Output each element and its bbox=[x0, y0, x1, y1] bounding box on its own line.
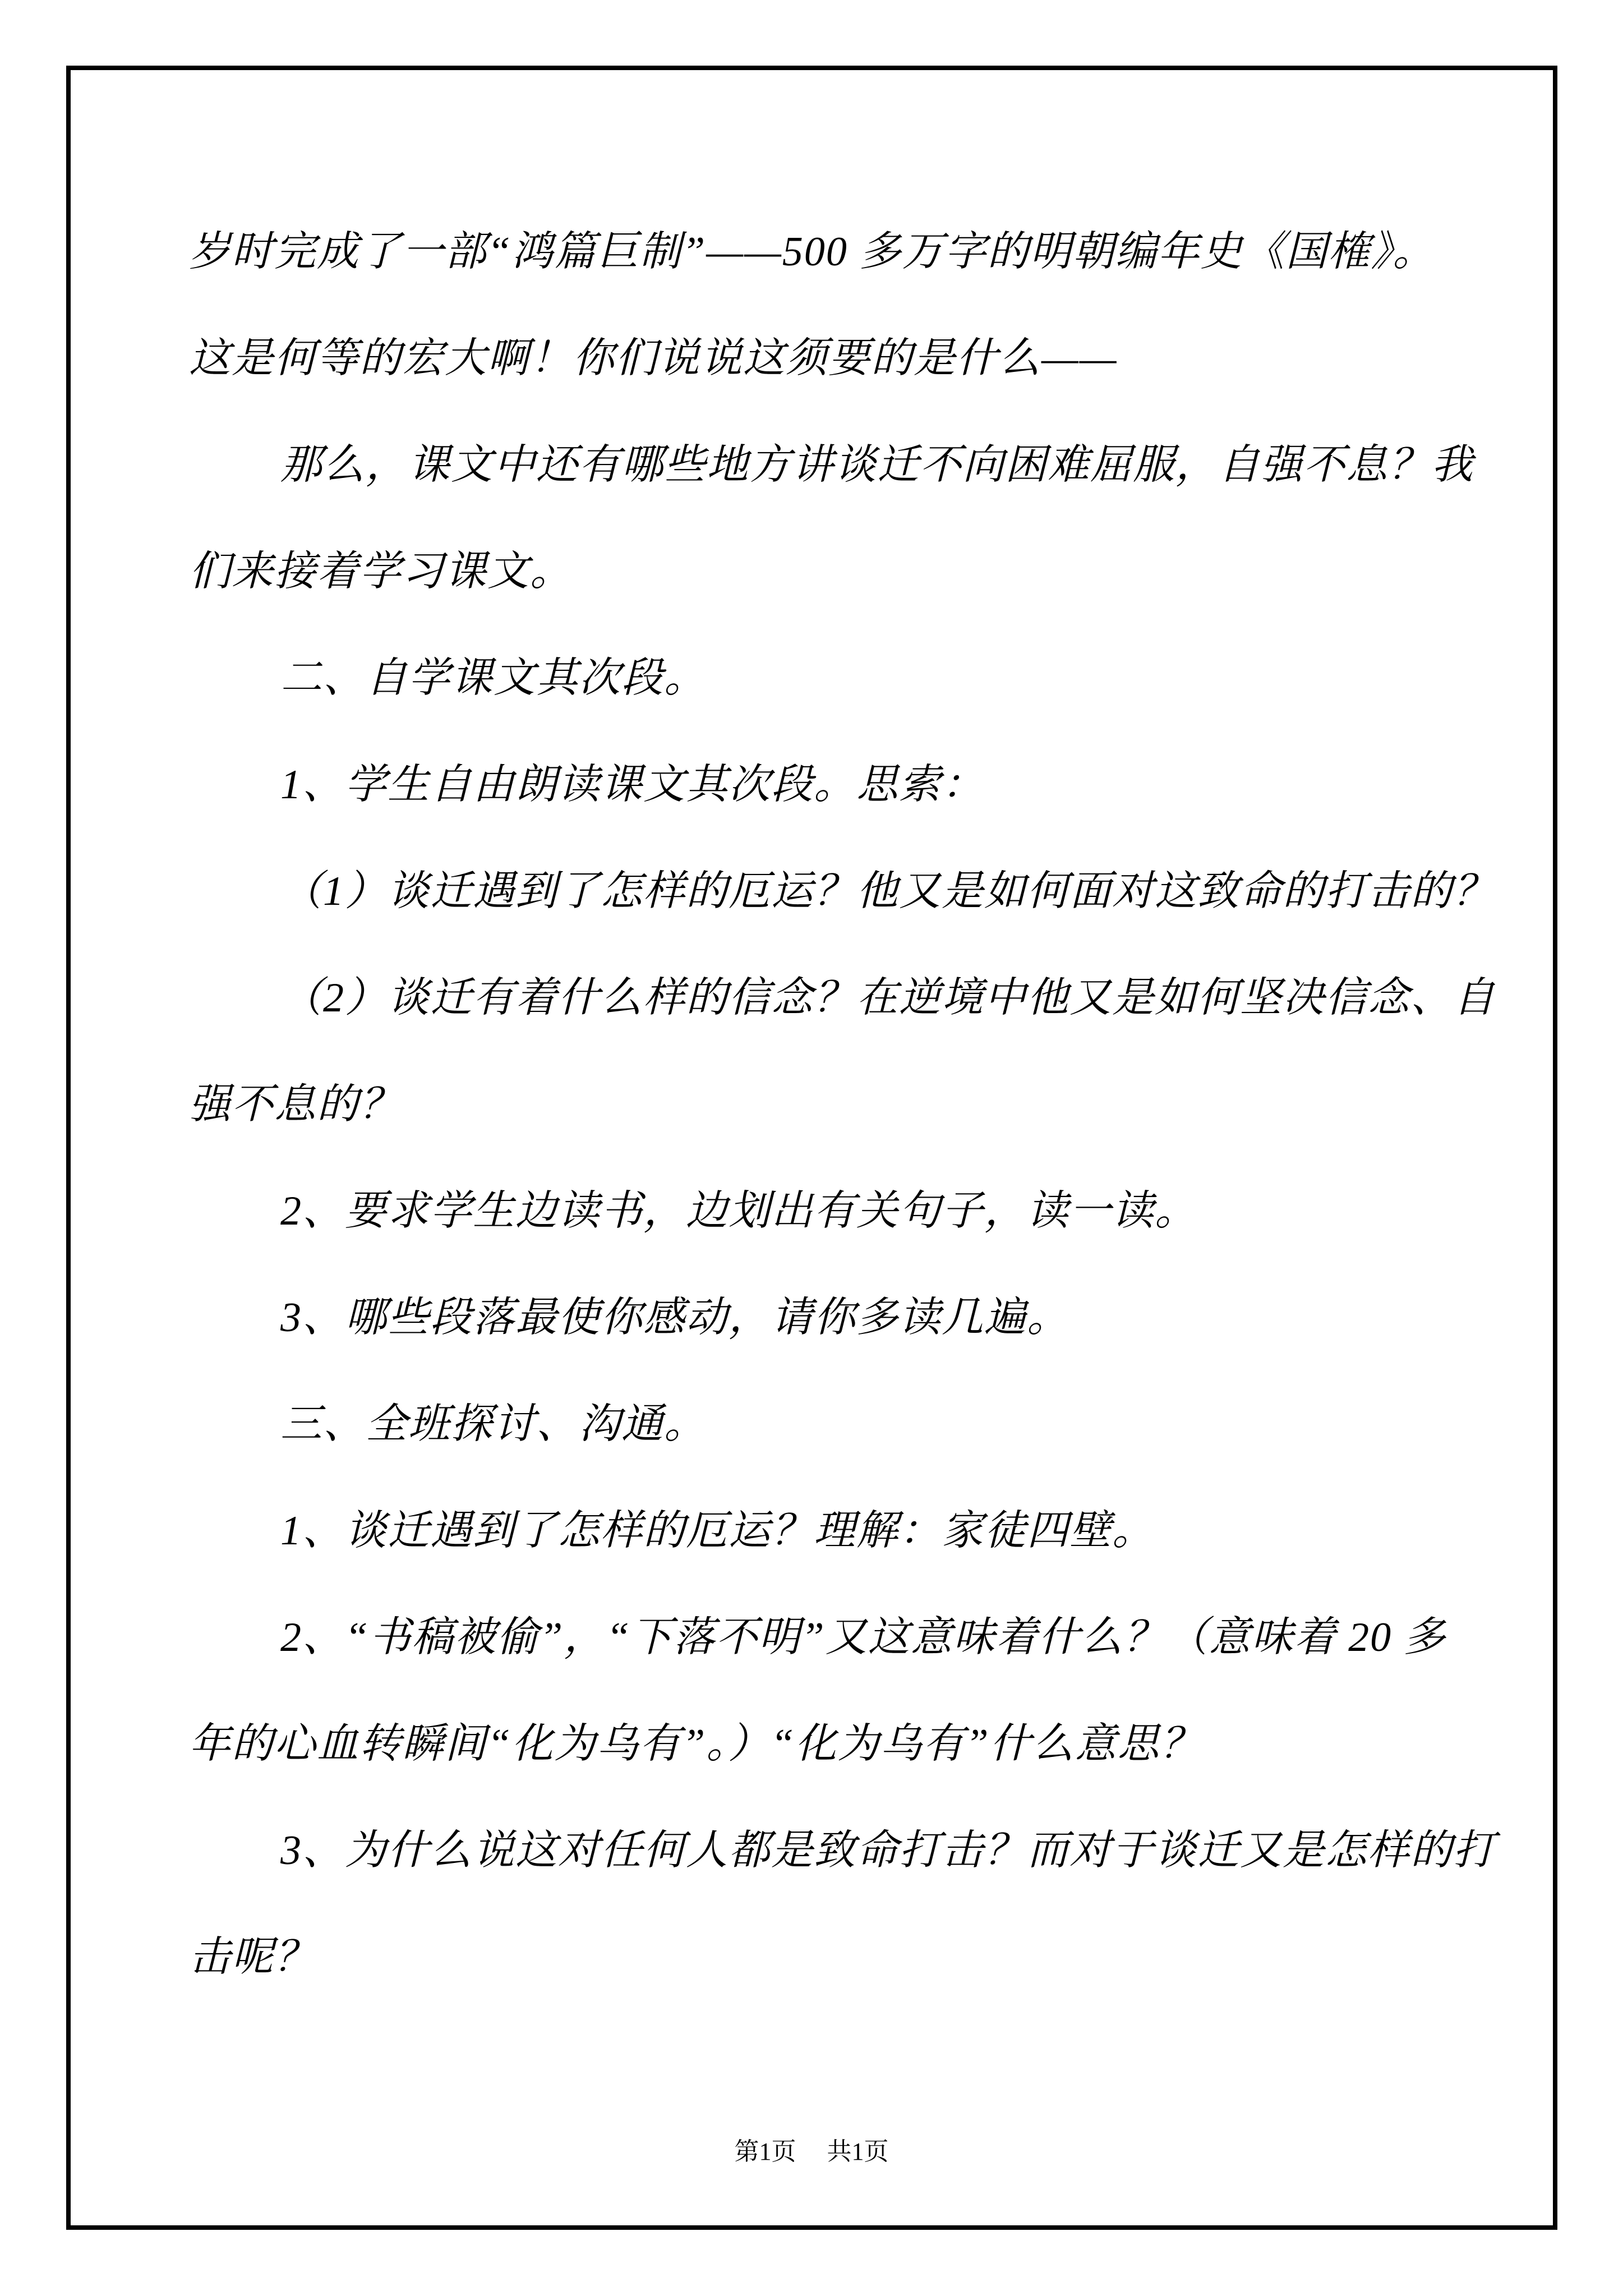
text-line: 2、要求学生边读书，边划出有关句子，读一读。 bbox=[280, 1188, 1197, 1234]
page-count-label: 共1页 bbox=[827, 2138, 889, 2165]
text-line: 岁时完成了一部“鸿篇巨制”——500 多万字的明朝编年史《国榷》。 bbox=[189, 229, 1436, 275]
text-line: 三、全班探讨、沟通。 bbox=[280, 1401, 707, 1447]
document-body bbox=[189, 199, 1496, 2010]
text-line: 1、学生自由朗读课文其次段。思索： bbox=[280, 762, 984, 808]
text-line: （1）谈迁遇到了怎样的厄运？他又是如何面对这致命的打击的？ bbox=[280, 868, 1496, 914]
text-line: 强不息的？ bbox=[189, 1082, 402, 1128]
text-line: 1、谈迁遇到了怎样的厄运？理解：家徒四壁。 bbox=[280, 1508, 1155, 1554]
text-line: 那么，课文中还有哪些地方讲谈迁不向困难屈服，自强不息？我 bbox=[280, 442, 1474, 488]
text-line: 们来接着学习课文。 bbox=[189, 549, 573, 595]
text-line: 二、自学课文其次段。 bbox=[280, 655, 707, 701]
text-line: （2）谈迁有着什么样的信念？在逆境中他又是如何坚决信念、自 bbox=[280, 975, 1496, 1021]
text-line: 3、为什么说这对任何人都是致命打击？而对于谈迁又是怎样的打 bbox=[280, 1828, 1496, 1874]
text-line: 3、哪些段落最使你感动，请你多读几遍。 bbox=[280, 1295, 1069, 1341]
text-line: 2、“书稿被偷”，“下落不明”又这意味着什么？（意味着 20 多 bbox=[280, 1614, 1446, 1660]
text-line: 年的心血转瞬间“化为乌有”。）“化为乌有”什么意思？ bbox=[189, 1721, 1203, 1767]
page-number-label: 第1页 bbox=[734, 2138, 796, 2165]
text-line: 击呢？ bbox=[189, 1934, 317, 1980]
text-line: 这是何等的宏大啊！你们说说这须要的是什么—— bbox=[189, 335, 1118, 381]
page-footer bbox=[0, 2135, 1623, 2169]
